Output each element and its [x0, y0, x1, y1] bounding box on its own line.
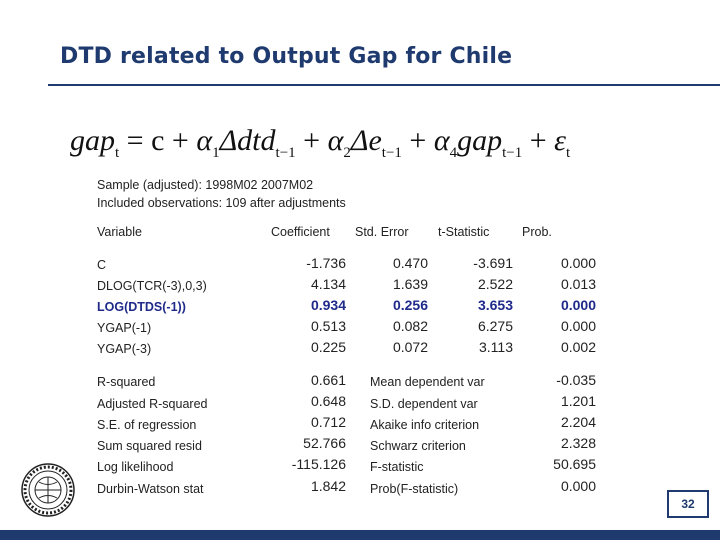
row-prob: 0.013 — [560, 276, 596, 292]
eq-plus-3: + — [401, 124, 434, 157]
eq-const: = c + — [119, 124, 197, 157]
row-coefficient: -1.736 — [306, 255, 346, 271]
regression-equation — [70, 124, 570, 162]
stat-label: Durbin-Watson stat — [97, 482, 204, 496]
eq-gap-lag-sub: t−1 — [502, 145, 523, 161]
row-std-error: 0.256 — [392, 297, 428, 313]
row-t-statistic: 3.113 — [479, 339, 513, 355]
stat-label: Adjusted R-squared — [97, 397, 208, 411]
eq-alpha1: α — [196, 124, 213, 157]
eq-alpha2-sub: 2 — [343, 145, 351, 161]
row-variable: YGAP(-1) — [97, 321, 152, 335]
stat-label-2: Prob(F-statistic) — [370, 482, 459, 496]
stat-label-2: Akaike info criterion — [370, 418, 480, 432]
stat-label-2: Mean dependent var — [370, 375, 485, 389]
row-std-error: 0.072 — [392, 339, 428, 355]
header-coefficient: Coefficient — [271, 225, 330, 239]
row-std-error: 1.639 — [392, 276, 428, 292]
row-prob: 0.002 — [560, 339, 596, 355]
stat-value-2: 1.201 — [560, 393, 596, 409]
stat-value-2: -0.035 — [556, 372, 596, 388]
stat-label: Log likelihood — [97, 460, 174, 474]
row-t-statistic: -3.691 — [473, 255, 513, 271]
stat-value-2: 50.695 — [553, 456, 596, 472]
stat-value: -115.126 — [291, 456, 346, 472]
stat-value-2: 2.204 — [560, 414, 596, 430]
stat-value-2: 2.328 — [560, 435, 596, 451]
row-coefficient: 4.134 — [310, 276, 346, 292]
row-variable: YGAP(-3) — [97, 342, 152, 356]
stat-label: S.E. of regression — [97, 418, 197, 432]
row-coefficient: 0.225 — [310, 339, 346, 355]
row-t-statistic: 3.653 — [477, 297, 513, 313]
eq-gap-lag: gap — [457, 124, 503, 157]
eq-de: Δe — [350, 124, 382, 157]
sample-info: Sample (adjusted): 1998M02 2007M02 — [97, 178, 314, 192]
eq-plus-2: + — [295, 124, 328, 157]
stat-value: 1.842 — [310, 478, 346, 494]
eq-lhs-sub: t — [115, 145, 120, 161]
title-divider — [48, 84, 720, 86]
header-prob: Prob. — [522, 225, 552, 239]
row-t-statistic: 6.275 — [477, 318, 513, 334]
header-t-statistic: t-Statistic — [438, 225, 490, 239]
row-prob: 0.000 — [560, 297, 596, 313]
eq-alpha4-sub: 4 — [449, 145, 458, 161]
eq-de-sub: t−1 — [381, 145, 402, 161]
stat-label-2: F-statistic — [370, 460, 424, 474]
row-variable: LOG(DTDS(-1)) — [97, 300, 186, 314]
eq-ddtd: Δdtd — [219, 124, 276, 157]
row-prob: 0.000 — [560, 318, 596, 334]
row-std-error: 0.082 — [392, 318, 428, 334]
eq-plus-4: + — [522, 124, 555, 157]
eq-alpha4: α — [433, 124, 450, 157]
row-std-error: 0.470 — [392, 255, 428, 271]
stat-value: 0.661 — [310, 372, 346, 388]
stat-label-2: Schwarz criterion — [370, 439, 466, 453]
eq-epsilon: ε — [554, 124, 566, 157]
eq-ddtd-sub: t−1 — [275, 145, 296, 161]
eq-lhs: gap — [70, 124, 115, 157]
eq-alpha1-sub: 1 — [212, 145, 220, 161]
stat-label: R-squared — [97, 375, 156, 389]
slide-title: DTD related to Output Gap for Chile — [60, 44, 513, 69]
row-variable: DLOG(TCR(-3),0,3) — [97, 279, 207, 293]
row-prob: 0.000 — [560, 255, 596, 271]
stat-value-2: 0.000 — [560, 478, 596, 494]
header-variable: Variable — [97, 225, 142, 239]
header-std-error: Std. Error — [355, 225, 409, 239]
observations-info: Included observations: 109 after adjustments — [97, 196, 346, 210]
footer-bar — [0, 530, 720, 540]
row-variable: C — [97, 258, 107, 272]
page-number: 32 — [667, 490, 709, 518]
stat-value: 0.648 — [310, 393, 346, 409]
stat-label: Sum squared resid — [97, 439, 202, 453]
eq-alpha2: α — [327, 124, 344, 157]
imf-seal-icon — [20, 462, 76, 518]
eq-epsilon-sub: t — [565, 145, 571, 161]
row-coefficient: 0.934 — [310, 297, 346, 313]
row-coefficient: 0.513 — [310, 318, 346, 334]
stat-value: 0.712 — [310, 414, 346, 430]
stat-label-2: S.D. dependent var — [370, 397, 478, 411]
stat-value: 52.766 — [303, 435, 346, 451]
row-t-statistic: 2.522 — [477, 276, 513, 292]
